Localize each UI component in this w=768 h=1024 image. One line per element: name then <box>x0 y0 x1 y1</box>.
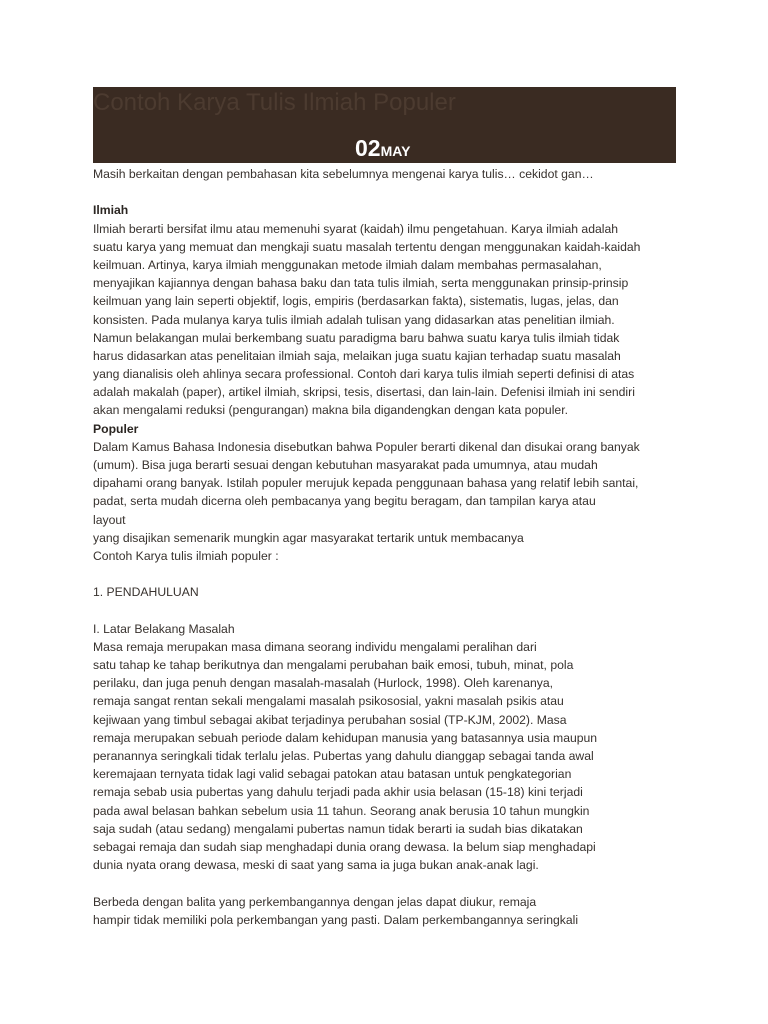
blank-line <box>93 602 676 620</box>
body-text-line: yang dianalisis oleh ahlinya secara professional. Contoh dari karya tulis ilmiah seperti definisi di atas <box>93 367 635 382</box>
blank-line <box>93 874 676 892</box>
section-heading: Ilmiah <box>93 203 129 218</box>
body-text-line: Berbeda dengan balita yang perkembangannya dengan jelas dapat diukur, remaja <box>93 894 537 909</box>
body-text-line: Contoh Karya tulis ilmiah populer : <box>93 548 279 563</box>
body-text-line: layout <box>93 512 126 527</box>
body-text-line: I. Latar Belakang Masalah <box>93 621 235 636</box>
body-text-line: Masih berkaitan dengan pembahasan kita sebelumnya mengenai karya tulis… cekidot gan… <box>93 167 594 181</box>
body-text-line: dipahami orang banyak. Istilah populer merujuk kepada penggunaan bahasa yang relatif lebih santai, <box>93 476 639 491</box>
post-title[interactable]: Contoh Karya Tulis Ilmiah Populer <box>93 89 456 116</box>
post-date-month: MAY <box>380 143 411 159</box>
body-text-line: saja sudah (atau sedang) mengalami pubertas namun tidak berarti ia sudah bias dikatakan <box>93 821 583 836</box>
post-date <box>355 133 410 166</box>
body-text-line: kejiwaan yang timbul sebagai akibat terjadinya perubahan sosial (TP-KJM, 2002). Masa <box>93 712 567 727</box>
body-text-line: (umum). Bisa juga berarti sesuai dengan kebutuhan masyarakat pada umumnya, atau mudah <box>93 458 598 472</box>
body-text-line: konsisten. Pada mulanya karya tulis ilmiah adalah tulisan yang didasarkan atas penelitian ilmiah. <box>93 312 615 327</box>
body-text-line: keilmuan yang lain seperti objektif, logis, empiris (berdasarkan fakta), sistematis, lugas, jelas, dan <box>93 294 619 309</box>
body-text-line: remaja sebab usia pubertas yang dahulu terjadi pada akhir usia belasan (15-18) kini terjadi <box>93 785 583 800</box>
body-text-line: perilaku, dan juga penuh dengan masalah-masalah (Hurlock, 1998). Oleh karenanya, <box>93 676 554 691</box>
body-text-line: adalah makalah (paper), artikel ilmiah, skripsi, tesis, disertasi, dan lain-lain. Defenisi ilmiah ini sendiri <box>93 385 635 400</box>
post-date-day: 02 <box>355 135 381 161</box>
body-text-line: harus didasarkan atas penelitaian ilmiah saja, melaikan juga suatu kajian terhadap suatu masalah <box>93 348 621 363</box>
body-text-line: pada awal belasan bahkan sebelum usia 11 tahun. Seorang anak berusia 10 tahun mungkin <box>93 803 590 818</box>
blank-line <box>93 183 676 201</box>
body-text-line: padat, serta mudah dicerna oleh pembacanya yang begitu beragam, dan tampilan karya atau <box>93 494 596 509</box>
title-banner <box>93 87 676 163</box>
body-text-line: yang disajikan semenarik mungkin agar masyarakat tertarik untuk membacanya <box>93 530 524 545</box>
body-text-line: peranannya seringkali tidak terlalu jelas. Pubertas yang dahulu dianggap sebagai tanda awal <box>93 749 594 763</box>
blank-line <box>93 565 676 583</box>
body-text-line: menyajikan kajiannya dengan bahasa baku dan tata tulis ilmiah, serta menggunakan prinsip-prinsip <box>93 276 629 291</box>
body-text-line: Namun belakangan mulai berkembang suatu paradigma baru bahwa suatu karya tulis ilmiah tidak <box>93 330 620 345</box>
post-body <box>93 165 676 929</box>
body-text-line: dunia nyata orang dewasa, meski di saat yang sama ia juga bukan anak-anak lagi. <box>93 858 539 873</box>
body-text-line: hampir tidak memiliki pola perkembangan yang pasti. Dalam perkembangannya seringkali <box>93 912 579 927</box>
body-text-line: suatu karya yang memuat dan mengkaji suatu masalah tertentu dengan menggunakan kaidah-kaidah <box>93 239 641 254</box>
body-text-line: Dalam Kamus Bahasa Indonesia disebutkan bahwa Populer berarti dikenal dan disukai orang banyak <box>93 439 640 454</box>
body-text-line: Masa remaja merupakan masa dimana seorang individu mengalami peralihan dari <box>93 639 537 654</box>
body-text-line: satu tahap ke tahap berikutnya dan mengalami perubahan baik emosi, tubuh, minat, pola <box>93 658 574 673</box>
body-text-line: remaja merupakan sebuah periode dalam kehidupan manusia yang batasannya usia maupun <box>93 730 598 745</box>
body-text-line: sebagai remaja dan sudah siap menghadapi dunia orang dewasa. Ia belum siap menghadapi <box>93 839 596 854</box>
body-text-line: remaja sangat rentan sekali mengalami masalah psikososial, yakni masalah psikis atau <box>93 694 564 709</box>
body-text-line: akan mengalami reduksi (pengurangan) makna bila digandengkan dengan kata populer. <box>93 403 568 418</box>
body-text-line: Ilmiah berarti bersifat ilmu atau memenuhi syarat (kaidah) ilmu pengetahuan. Karya ilmiah adalah <box>93 221 619 236</box>
body-text-line: keremajaan ternyata tidak lagi valid sebagai patokan atau batasan untuk pengkategorian <box>93 767 572 782</box>
section-heading: Populer <box>93 421 139 436</box>
body-text-line: 1. PENDAHULUAN <box>93 585 199 600</box>
body-text-line: keilmuan. Artinya, karya ilmiah menggunakan metode ilmiah dalam membahas permasalahan, <box>93 257 602 272</box>
